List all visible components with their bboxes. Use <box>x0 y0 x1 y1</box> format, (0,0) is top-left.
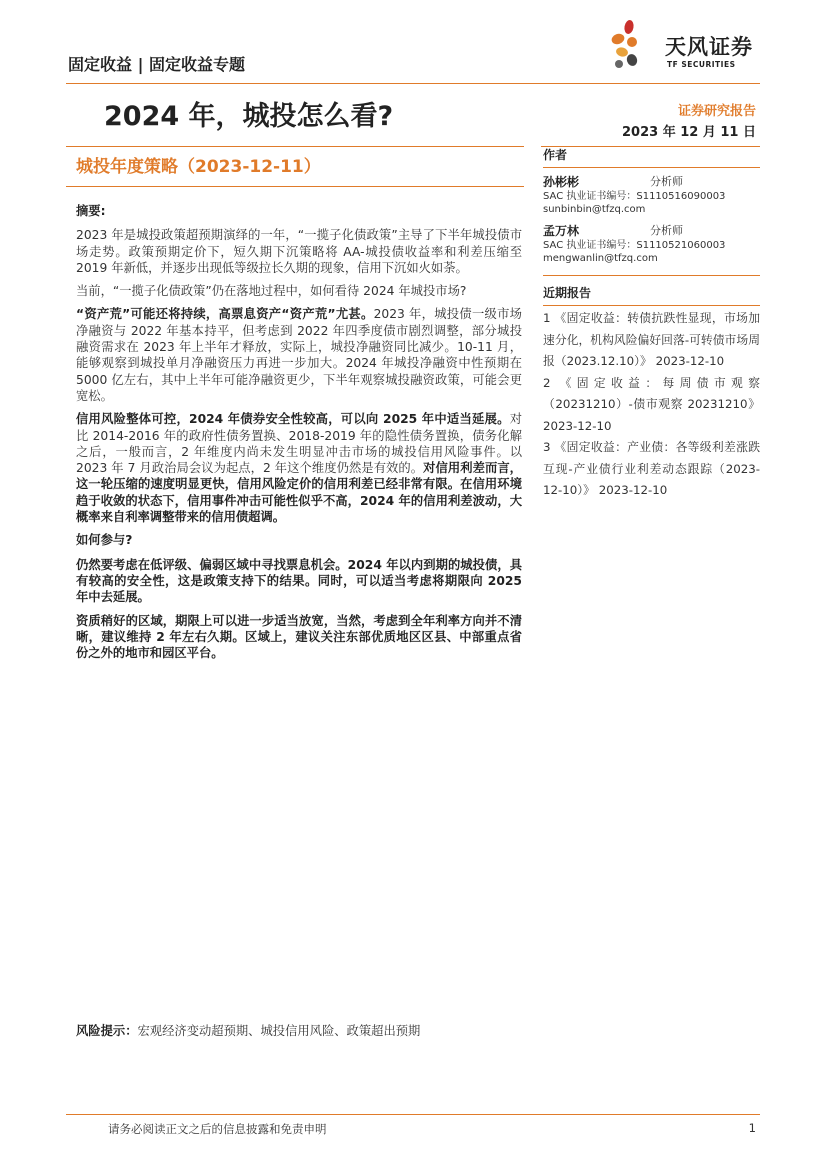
divider <box>543 305 760 306</box>
summary-paragraph <box>76 613 522 662</box>
author-card <box>543 173 760 216</box>
report-category: 固定收益 | 固定收益专题 <box>68 55 245 74</box>
divider <box>543 275 760 276</box>
divider <box>66 83 760 84</box>
divider <box>66 146 524 147</box>
author-role: 分析师 <box>650 224 683 237</box>
key-point: 资质稍好的区域，期限上可以进一步适当放宽，当然，考虑到全年利率方向并不清晰，建议维持 2 年左右久期。区域上，建议关注东部优质地区区县、中部重点省份之外的地市和园区平台。 <box>76 613 522 661</box>
summary-paragraph <box>76 411 522 525</box>
summary-paragraph: 2023 年是城投政策超预期演绎的一年，“一揽子化债政策”主导了下半年城投债市场走势。政策预期定价下，短久期下沉策略将 AA-城投债收益率和利差压缩至 2019 年新低，并逐步出现低等级拉长久期的现象，信用下沉如火如荼。 <box>76 228 522 275</box>
footer-disclaimer: 请务必阅读正文之后的信息披露和免责申明 <box>108 1122 327 1136</box>
key-point: 信用风险整体可控，2024 年债券安全性较高，可以向 2025 年中适当延展。 <box>76 412 510 427</box>
author-card <box>543 222 760 265</box>
recent-report-item[interactable]: 1 《固定收益：转债抗跌性显现，市场加速分化，机构风险偏好回落-可转债市场周报（2023.12.10）》 2023-12-10 <box>543 311 760 368</box>
logo-name: 天风证券 <box>665 35 753 59</box>
divider <box>66 186 524 187</box>
logo-subtitle: TF SECURITIES <box>667 60 736 69</box>
divider <box>543 167 760 168</box>
authors-label: 作者 <box>543 148 568 162</box>
key-point: 对信用利差而言，这一轮压缩的速度明显更快，信用风险定价的信用利差已经非常有限。在信用环境趋于收敛的状态下，信用事件冲击可能性似乎不高，2024 年的信用利差波动，大概率来自利率调整带来的信用债超调。 <box>76 461 522 525</box>
recent-report-item[interactable]: 2 《固定收益：每周债市观察（20231210）-债市观察 20231210》 2023-12-10 <box>543 375 760 433</box>
recent-reports-label: 近期报告 <box>543 286 592 300</box>
key-point: 仍然要考虑在低评级、偏弱区域中寻找票息机会。2024 年以内到期的城投债，具有较高的安全性，这是政策支持下的结果。同时，可以适当考虑将期限向 2025 年中去延展。 <box>76 557 522 605</box>
logo-mark-icon <box>608 18 664 74</box>
report-type: 证券研究报告 <box>677 104 756 119</box>
author-name: 孟万林 <box>543 224 580 238</box>
author-cert: SAC 执业证书编号：S1110516090003 <box>543 191 726 202</box>
risk-warning <box>76 1021 420 1039</box>
author-email[interactable]: mengwanlin@tfzq.com <box>543 253 658 264</box>
report-subtitle: 城投年度策略（2023-12-11） <box>76 157 321 177</box>
summary-section <box>76 203 522 668</box>
author-role: 分析师 <box>650 175 683 188</box>
authors-section <box>543 146 760 502</box>
author-cert: SAC 执业证书编号：S1110521060003 <box>543 240 726 251</box>
recent-reports-list <box>543 308 760 502</box>
author-name: 孙彬彬 <box>543 175 580 189</box>
summary-paragraph: 当前，“一揽子化债政策”仍在落地过程中，如何看待 2024 年城投市场? <box>76 284 467 299</box>
author-email[interactable]: sunbinbin@tfzq.com <box>543 204 646 215</box>
paragraph-text: 对比 2014-2016 年的政府性债务置换、2018-2019 年的隐性债务置换，债务化解之后，一般而言，2 年维度内尚未发生明显冲击市场的城投信用风险事件。以 2023 年 7 月政治局会议为起点，2 年这个维度仍然是有效的。 <box>76 412 522 476</box>
divider <box>66 1114 760 1115</box>
paragraph-text: 2023 年，城投债一级市场净融资与 2022 年基本持平，但考虑到 2022 年四季度债市剧烈调整，部分城投融资需求在 2023 年上半年才释放，实际上，城投净融资同比减少。10-11 月，能够观察到城投单月净融资压力再进一步加大。2024 年城投净融资中性预期在 5000 亿左右，其中上半年可能净融资更少，下半年观察城投融资政策，可能会更宽松。 <box>76 307 522 403</box>
summary-paragraph <box>76 306 522 404</box>
participation-heading: 如何参与? <box>76 533 133 548</box>
risk-label: 风险提示： <box>76 1024 138 1038</box>
report-date: 2023 年 12 月 11 日 <box>622 125 756 140</box>
risk-text: 宏观经济变动超预期、城投信用风险、政策超出预期 <box>137 1024 421 1038</box>
key-point: “资产荒”可能还将持续，高票息资产“资产荒”尤甚。 <box>76 307 374 322</box>
summary-paragraph <box>76 557 522 606</box>
recent-report-item[interactable]: 3 《固定收益：产业债：各等级利差涨跌互现-产业债行业利差动态跟踪（2023-12-10）》 2023-12-10 <box>543 440 760 497</box>
summary-heading: 摘要: <box>76 204 106 218</box>
page-title: 2024 年，城投怎么看? <box>104 101 394 132</box>
page-number: 1 <box>748 1121 756 1135</box>
